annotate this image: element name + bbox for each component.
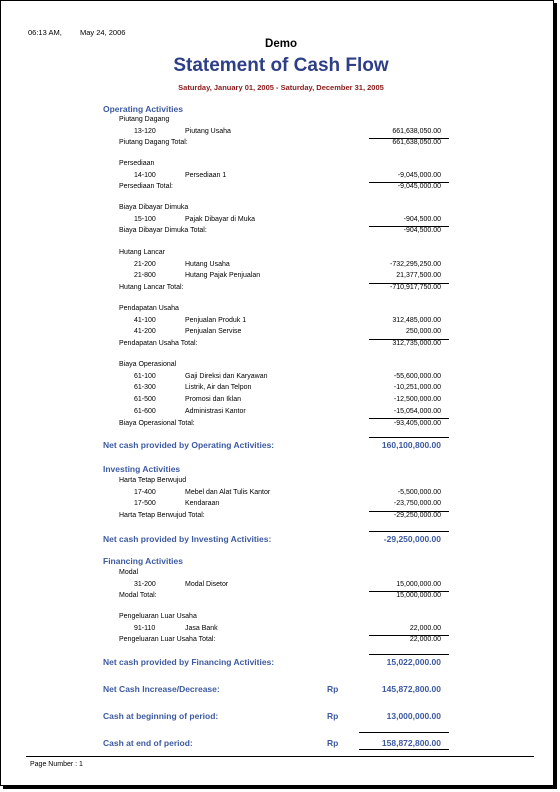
account-amount: -9,045,000.00 [397, 171, 441, 179]
account-name: Jasa Bank [185, 624, 218, 632]
account-amount: -12,500,000.00 [393, 396, 441, 404]
summary-label: Cash at end of period: [103, 738, 193, 748]
account-name: Penjualan Servise [185, 328, 242, 336]
footer-divider [26, 756, 534, 757]
group-total-amount: -9,045,000.00 [397, 183, 441, 191]
group-name: Hutang Lancar [119, 249, 165, 256]
account-code: 61-500 [134, 396, 156, 404]
group-name: Modal [119, 569, 139, 576]
account-code: 31-200 [134, 580, 156, 588]
group-total-amount: -710,917,750.00 [390, 284, 441, 292]
account-amount: 250,000.00 [405, 328, 441, 336]
summary-amount: 13,000,000.00 [386, 711, 441, 721]
group-total-amount: -93,405,000.00 [393, 419, 441, 427]
group-total-label: Pendapatan Usaha Total: [119, 340, 198, 348]
group-name: Piutang Dagang [119, 116, 170, 123]
operating-net-label: Net cash provided by Operating Activities: [103, 440, 275, 450]
account-name: Hutang Pajak Penjualan [185, 272, 261, 280]
account-name: Promosi dan Iklan [185, 396, 242, 404]
account-name: Administrasi Kantor [185, 407, 246, 415]
financing-net-rule-top [369, 654, 449, 655]
account-amount: 312,485,000.00 [392, 316, 441, 324]
investing-section-title: Investing Activities [103, 464, 181, 474]
group-name: Persediaan [119, 160, 155, 167]
financing-section-title: Financing Activities [103, 556, 183, 566]
account-amount: 22,000.00 [409, 624, 441, 632]
net-rule [369, 437, 449, 438]
group-name: Biaya Dibayar Dimuka [119, 204, 189, 211]
account-name: Penjualan Produk 1 [185, 316, 247, 324]
financing-net-label: Net cash provided by Financing Activities: [103, 657, 275, 667]
account-name: Piutang Usaha [185, 127, 231, 135]
account-name: Kendaraan [185, 500, 220, 508]
account-name: Persediaan 1 [185, 171, 227, 179]
group-total-amount: 312,735,000.00 [392, 340, 441, 348]
operating-section-title: Operating Activities [103, 104, 183, 114]
group-name: Pendapatan Usaha [119, 305, 179, 312]
print-time: 06:13 AM, [28, 28, 62, 37]
summary-currency: Rp [327, 738, 339, 748]
account-code: 61-600 [134, 407, 156, 415]
group-total-label: Harta Tetap Berwujud Total: [119, 512, 205, 520]
group-total-amount: 15,000,000.00 [396, 592, 441, 600]
account-code: 21-800 [134, 272, 156, 280]
report-period: Saturday, January 01, 2005 - Saturday, December 31, 2005 [178, 83, 384, 92]
account-name: Gaji Direksi dan Karyawan [185, 372, 268, 380]
account-name: Mebel dan Alat Tulis Kantor [185, 488, 271, 496]
print-date: May 24, 2006 [80, 28, 126, 37]
account-code: 14-100 [134, 171, 156, 179]
group-total-amount: -29,250,000.00 [393, 512, 441, 520]
summary-label: Cash at beginning of period: [103, 711, 219, 721]
account-code: 15-100 [134, 215, 156, 223]
account-amount: 661,638,050.00 [392, 127, 441, 135]
group-total-amount: 661,638,050.00 [392, 139, 441, 147]
account-amount: -10,251,000.00 [393, 384, 441, 392]
group-total-label: Hutang Lancar Total: [119, 284, 184, 292]
account-amount: 15,000,000.00 [396, 580, 441, 588]
account-name: Hutang Usaha [185, 260, 230, 268]
group-total-label: Persediaan Total: [119, 183, 173, 191]
group-total-label: Biaya Operasional Total: [119, 419, 195, 427]
financing-net-amount: 15,022,000.00 [386, 657, 441, 667]
group-total-label: Modal Total: [119, 592, 157, 600]
account-name: Pajak Dibayar di Muka [185, 215, 256, 223]
account-code: 91-110 [134, 624, 156, 632]
company-name: Demo [265, 38, 297, 50]
account-code: 17-400 [134, 488, 156, 496]
group-total-amount: 22,000.00 [409, 636, 441, 644]
report-title: Statement of Cash Flow [173, 55, 389, 76]
page-number: Page Number : 1 [30, 761, 83, 768]
group-name: Pengeluaran Luar Usaha [119, 613, 197, 620]
account-amount: -5,500,000.00 [397, 488, 441, 496]
account-name: Listrik, Air dan Telpon [185, 384, 252, 392]
account-code: 41-100 [134, 316, 156, 324]
summary-amount: 158,872,800.00 [381, 738, 441, 748]
account-amount: -55,600,000.00 [393, 372, 441, 380]
account-amount: 21,377,500.00 [396, 272, 441, 280]
summary-currency: Rp [327, 684, 339, 694]
account-amount: -15,054,000.00 [393, 407, 441, 415]
account-amount: -732,295,250.00 [390, 260, 441, 268]
account-code: 61-100 [134, 372, 156, 380]
summary-label: Net Cash Increase/Decrease: [103, 684, 220, 694]
account-code: 61-300 [134, 384, 156, 392]
group-total-label: Pengeluaran Luar Usaha Total: [119, 636, 216, 644]
group-total-amount: -904,500.00 [403, 227, 441, 235]
investing-net-amount: -29,250,000.00 [383, 534, 441, 544]
operating-net-amount: 160,100,800.00 [381, 440, 441, 450]
investing-net-label: Net cash provided by Investing Activities: [103, 534, 272, 544]
net-rule [369, 531, 449, 532]
summary-currency: Rp [327, 711, 339, 721]
summary-amount: 145,872,800.00 [381, 684, 441, 694]
account-code: 17-500 [134, 500, 156, 508]
group-total-label: Biaya Dibayar Dimuka Total: [119, 227, 207, 235]
group-name: Biaya Operasional [119, 361, 177, 368]
group-total-label: Piutang Dagang Total: [119, 139, 188, 147]
account-code: 13-120 [134, 127, 156, 135]
final-rule-top [359, 732, 449, 733]
account-code: 21-200 [134, 260, 156, 268]
account-code: 41-200 [134, 328, 156, 336]
final-rule-bottom [359, 749, 449, 750]
group-name: Harta Tetap Berwujud [119, 477, 187, 484]
account-amount: -904,500.00 [403, 215, 441, 223]
account-name: Modal Disetor [185, 580, 229, 588]
account-amount: -23,750,000.00 [393, 500, 441, 508]
